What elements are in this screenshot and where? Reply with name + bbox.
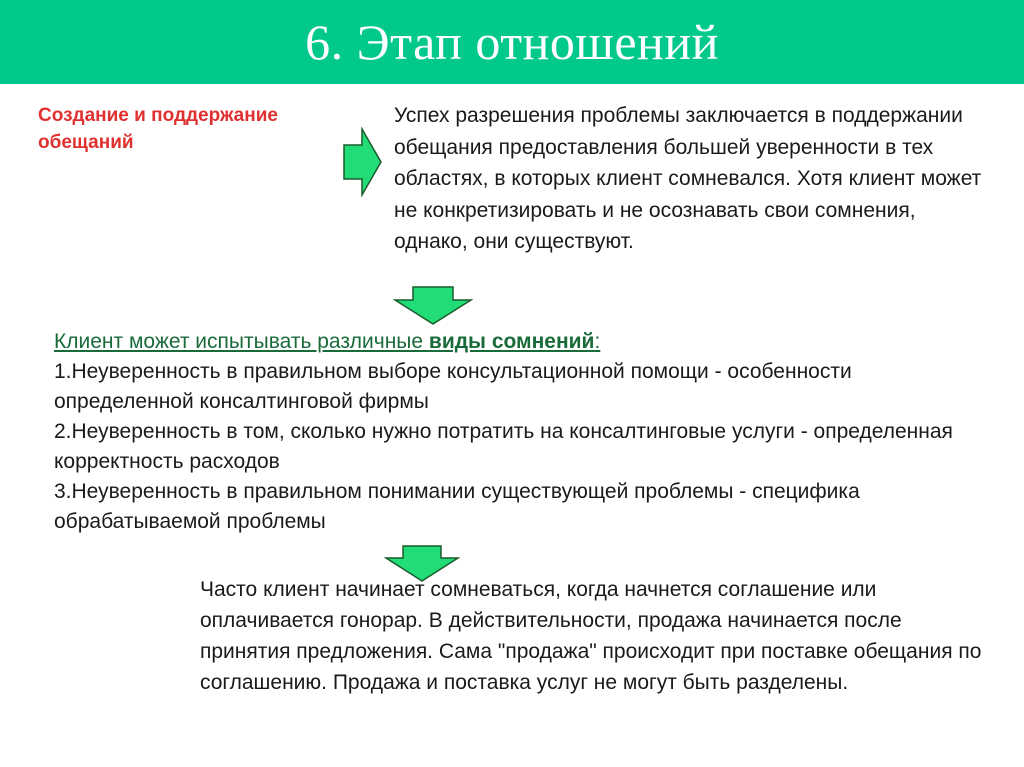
list-intro-bold: виды сомнений (428, 330, 595, 353)
doubts-list (54, 327, 954, 537)
list-intro-suffix: : (594, 330, 601, 353)
page-title: 6. Этап отношений (305, 14, 719, 70)
section-subtitle: Создание и поддержание обещаний (38, 105, 278, 153)
list-intro-text: Клиент может испытывать различные (54, 330, 429, 353)
paragraph-sale: Часто клиент начинает сомневаться, когда начнется соглашение или оплачивается гонорар. В действительности, продажа начинается после принятия предложения. Сама "продажа" происходит при поставке обещания по соглашению. Продажа и поставка услуг не могут быть разделены. (200, 578, 982, 694)
list-item: 1.Неуверенность в правильном выборе консультационной помощи - особенности определенной консалтинговой фирмы (54, 360, 852, 413)
title-bar (0, 0, 1024, 84)
list-item: 3.Неуверенность в правильном понимании существующей проблемы - специфика обрабатываемой проблемы (54, 480, 860, 533)
list-intro (54, 327, 954, 357)
list-item: 2.Неуверенность в том, сколько нужно потратить на консалтинговые услуги - определенная корректность расходов (54, 420, 953, 473)
paragraph-success: Успех разрешения проблемы заключается в поддержании обещания предоставления большей уверенности в тех областях, в которых клиент сомневался. Хотя клиент может не конкретизировать и не осознавать свои сомнения, однако, они существуют. (394, 104, 982, 253)
arrow-right-icon (343, 127, 383, 197)
arrow-down-icon (393, 286, 473, 326)
